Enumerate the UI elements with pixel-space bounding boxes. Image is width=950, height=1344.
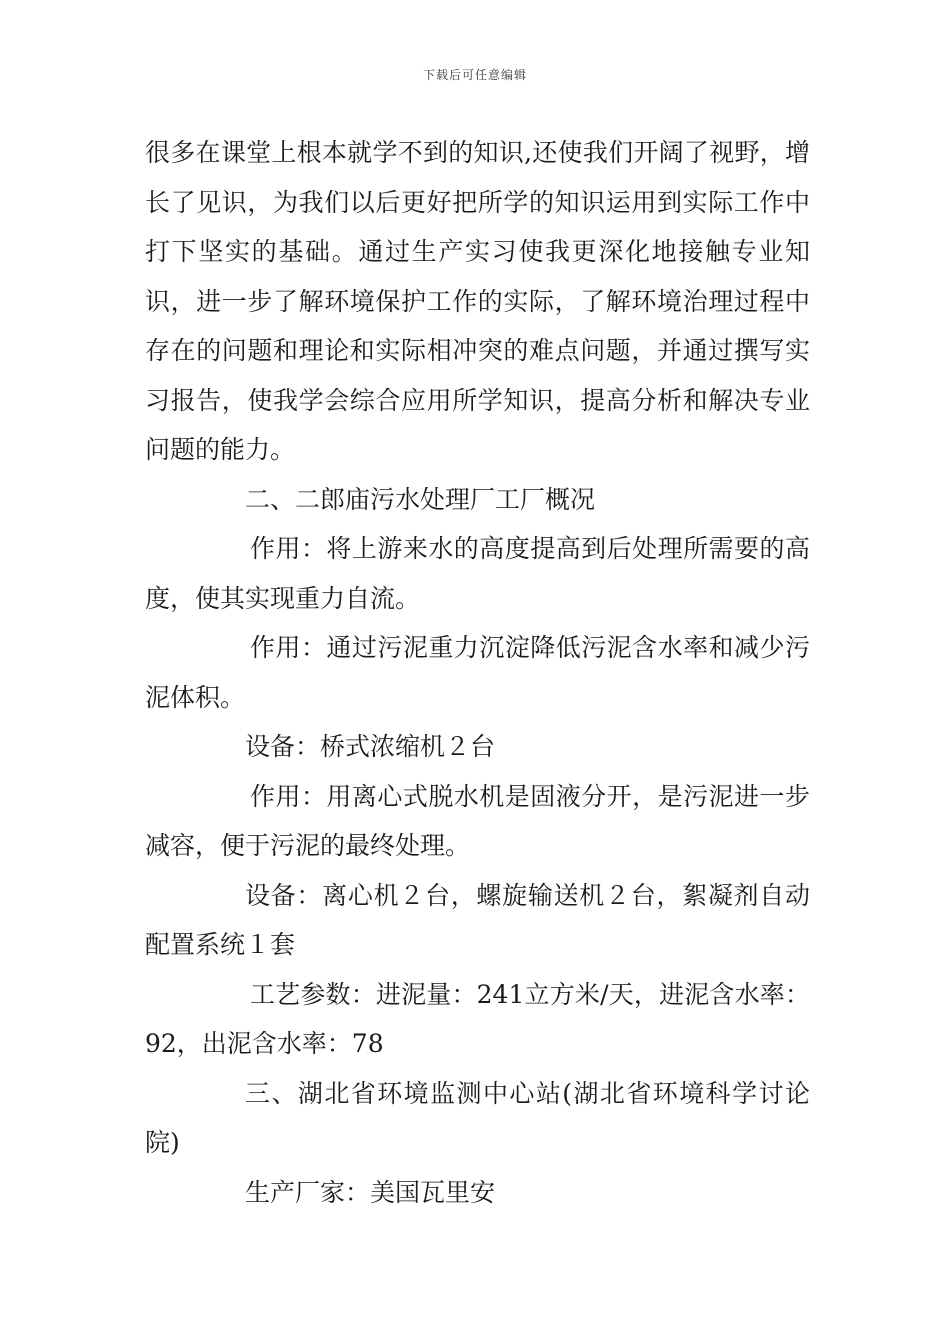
paragraph-manufacturer: 生产厂家：美国瓦里安 — [245, 1177, 496, 1207]
section-heading-erlangmiao-plant: 二、二郎庙污水处理厂工厂概况 — [245, 484, 596, 514]
paragraph-equipment-thickener: 设备：桥式浓缩机２台 — [245, 732, 496, 761]
page-header-note: 下载后可任意编辑 — [422, 68, 527, 82]
paragraph-equipment-centrifuge: 设备：离心机２台，螺旋输送机２台，絮凝剂自动配置系统１套 — [145, 880, 810, 959]
paragraph-internship-summary: 很多在课堂上根本就学不到的知识,还使我们开阔了视野，增长了见识，为我们以后更好把所学的知识运用到实际工作中打下坚实的基础。通过生产实习使我更深化地接触专业知识，进一步了解环境保护工作的实际，了解环境治理过程中存在的问题和理论和实际相冲突的难点问题，并通过撰写实习报告，使我学会综合应用所学知识，提高分析和解决专业问题的能力。 — [145, 138, 810, 464]
section-heading-hubei-monitoring-station: 三、湖北省环境监测中心站(湖北省环境科学讨论院) — [145, 1078, 810, 1157]
paragraph-function-dewatering: 作用：用离心式脱水机是固液分开，是污泥进一步减容，便于污泥的最终处理。 — [145, 781, 810, 860]
document-body — [145, 128, 810, 1217]
paragraph-function-lift: 作用：将上游来水的高度提高到后处理所需要的高度，使其实现重力自流。 — [145, 534, 810, 613]
paragraph-process-parameters: 工艺参数：进泥量：241立方米/天，进泥含水率：92，出泥含水率：78 — [145, 979, 810, 1058]
paragraph-function-thickening: 作用：通过污泥重力沉淀降低污泥含水率和减少污泥体积。 — [145, 633, 810, 712]
